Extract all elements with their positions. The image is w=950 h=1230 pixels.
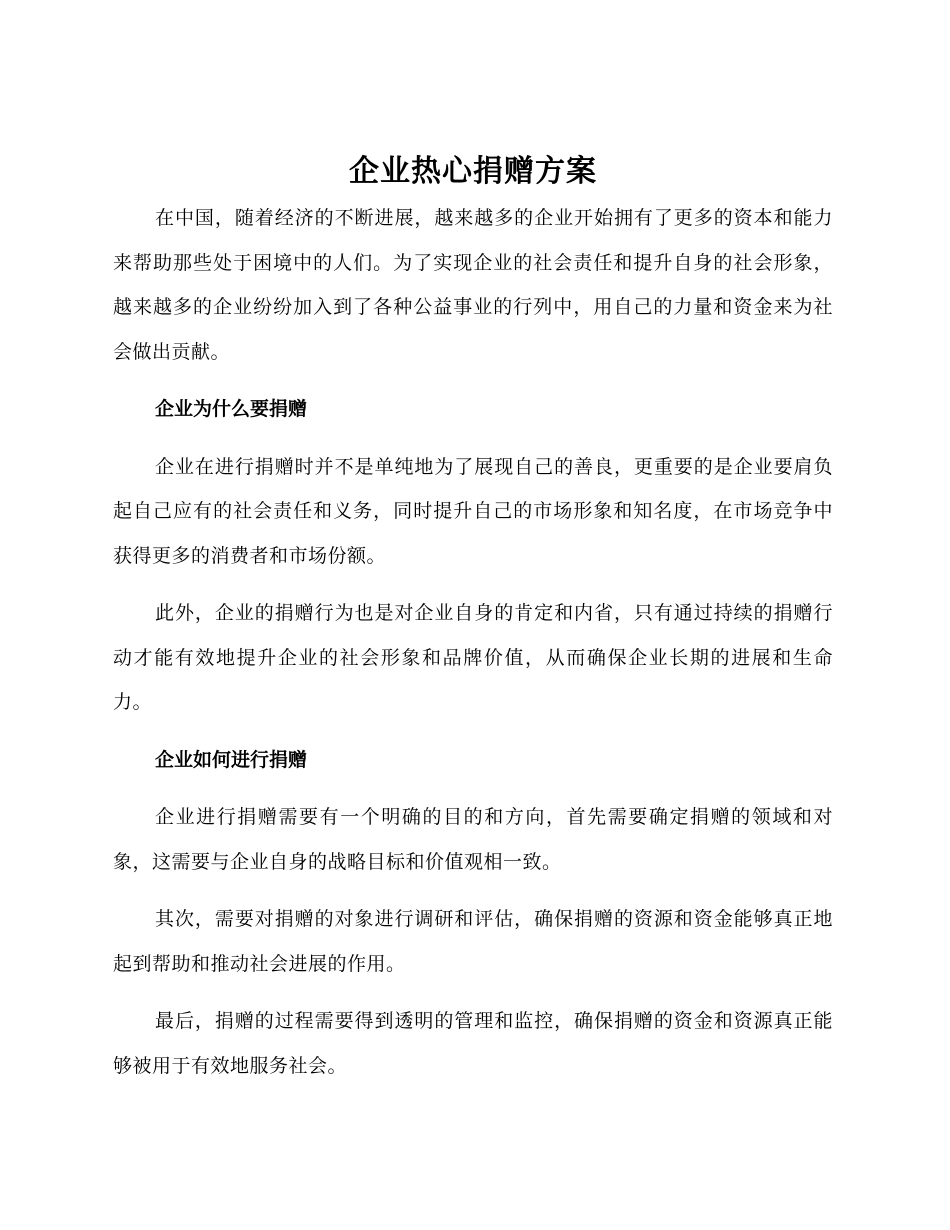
intro-paragraph: 在中国，随着经济的不断进展，越来越多的企业开始拥有了更多的资本和能力来帮助那些处于困境中的人们。为了实现企业的社会责任和提升自身的社会形象，越来越多的企业纷纷加入到了各种公益事业的行列中，用自己的力量和资金来为社会做出贡献。 <box>113 207 833 363</box>
section-how-paragraph-2: 其次，需要对捐赠的对象进行调研和评估，确保捐赠的资源和资金能够真正地起到帮助和推动社会进展的作用。 <box>113 908 833 975</box>
document-title: 企业热心捐赠方案 <box>349 154 597 189</box>
section-why-paragraph-1: 企业在进行捐赠时并不是单纯地为了展现自己的善良，更重要的是企业要肩负起自己应有的社会责任和义务，同时提升自己的市场形象和知名度，在市场竞争中获得更多的消费者和市场份额。 <box>113 455 833 567</box>
section-heading-how: 企业如何进行捐赠 <box>155 748 308 771</box>
section-why-paragraph-2: 此外，企业的捐赠行为也是对企业自身的肯定和内省，只有通过持续的捐赠行动才能有效地提升企业的社会形象和品牌价值，从而确保企业长期的进展和生命力。 <box>113 602 833 713</box>
section-how-paragraph-1: 企业进行捐赠需要有一个明确的目的和方向，首先需要确定捐赠的领域和对象，这需要与企业自身的战略目标和价值观相一致。 <box>113 806 833 873</box>
section-how-paragraph-3: 最后，捐赠的过程需要得到透明的管理和监控，确保捐赠的资金和资源真正能够被用于有效地服务社会。 <box>113 1010 833 1077</box>
document-page <box>113 148 833 1088</box>
section-heading-why: 企业为什么要捐赠 <box>155 398 308 420</box>
